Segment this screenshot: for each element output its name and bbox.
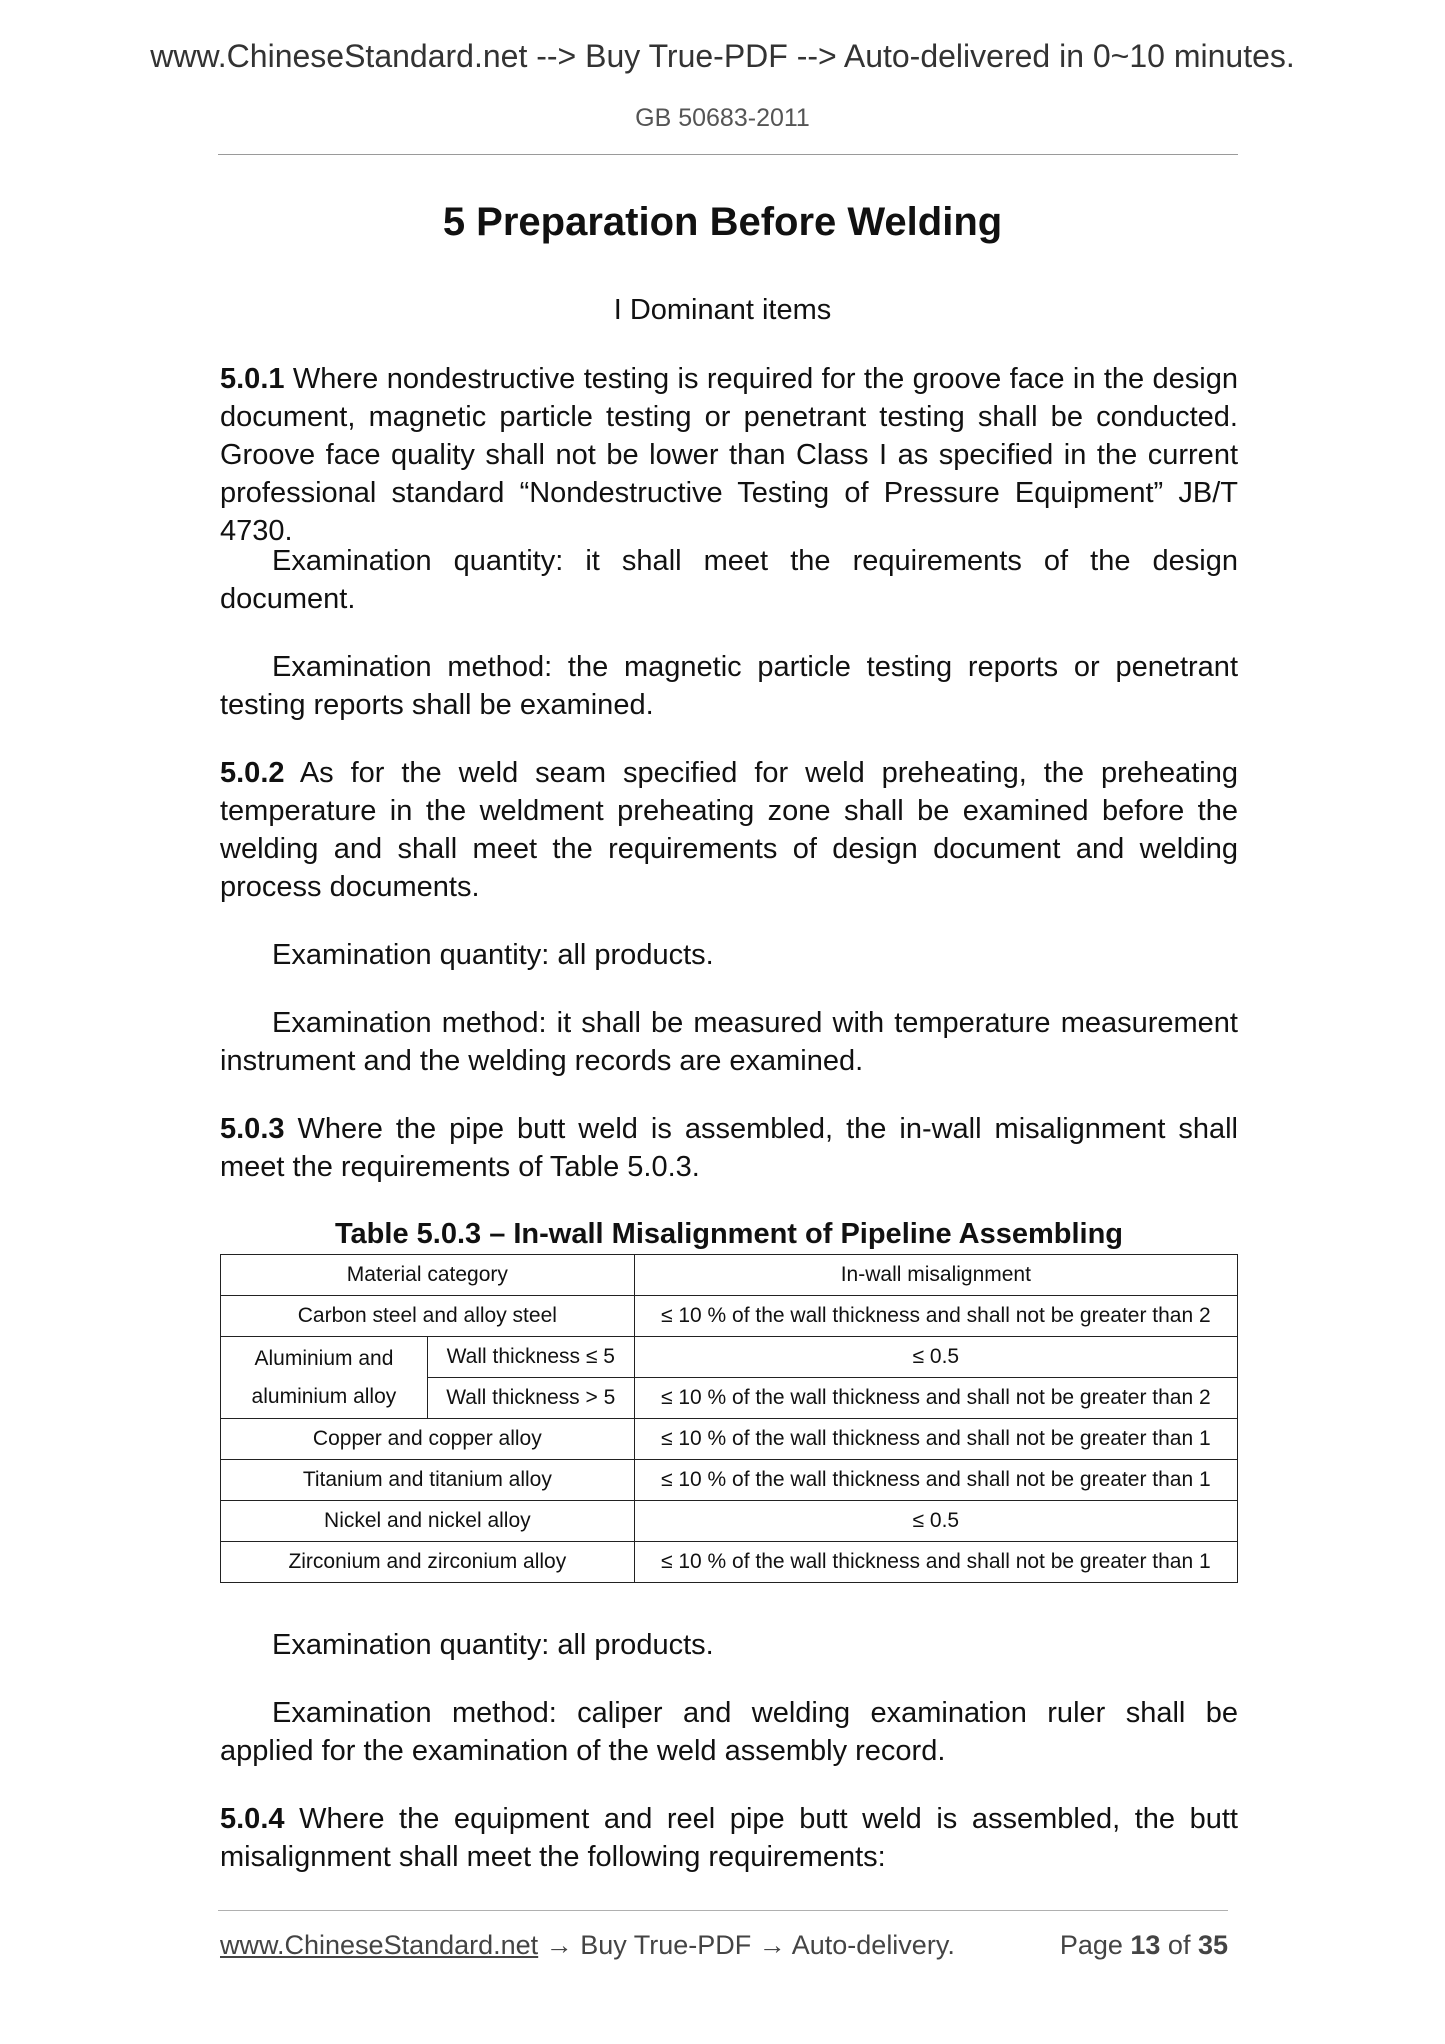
clause-number: 5.0.4 <box>220 1803 285 1835</box>
table-title: Table 5.0.3 – In-wall Misalignment of Pipeline Assembling <box>334 1218 1123 1250</box>
material-cell: Carbon steel and alloy steel <box>221 1296 635 1337</box>
examination-method: Examination method: it shall be measured with temperature measurement instrument and the welding records are examined. <box>220 1007 1238 1077</box>
header-misalignment: In-wall misalignment <box>634 1255 1237 1296</box>
clause-5-0-2 <box>220 754 1238 906</box>
header-divider <box>218 154 1238 155</box>
value-cell: ≤ 10 % of the wall thickness and shall not be greater than 1 <box>634 1419 1237 1460</box>
material-cell: Titanium and titanium alloy <box>221 1460 635 1501</box>
footer-divider <box>218 1910 1228 1911</box>
material-cell: Aluminium and aluminium alloy <box>221 1337 428 1419</box>
clause-5-0-2-method <box>220 1004 1238 1080</box>
table-row <box>221 1460 1238 1501</box>
examination-quantity: Examination quantity: it shall meet the requirements of the design document. <box>220 545 1238 615</box>
clause-text: Where the pipe butt weld is assembled, the in-wall misalignment shall meet the requirements of Table 5.0.3. <box>220 1113 1238 1183</box>
page-footer <box>220 1930 1228 1961</box>
clause-5-0-3 <box>220 1110 1238 1186</box>
table-row <box>221 1501 1238 1542</box>
examination-quantity: Examination quantity: all products. <box>272 1629 714 1661</box>
clause-number: 5.0.3 <box>220 1113 285 1145</box>
table-row <box>221 1337 1238 1378</box>
table-header-row <box>221 1255 1238 1296</box>
examination-method: Examination method: caliper and welding examination ruler shall be applied for the examination of the weld assembly record. <box>220 1697 1238 1767</box>
clause-number: 5.0.2 <box>220 757 285 789</box>
total-pages: 35 <box>1197 1930 1228 1960</box>
document-id: GB 50683-2011 <box>635 104 810 132</box>
footer-text: → Buy True-PDF → Auto-delivery. <box>538 1930 955 1960</box>
table-row <box>221 1419 1238 1460</box>
material-cell: Copper and copper alloy <box>221 1419 635 1460</box>
of-label: of <box>1160 1930 1198 1960</box>
table-row <box>221 1542 1238 1583</box>
clause-5-0-4 <box>220 1800 1238 1876</box>
examination-method: Examination method: the magnetic particle testing reports or penetrant testing reports shall be examined. <box>220 651 1238 721</box>
table-row <box>221 1296 1238 1337</box>
value-cell: ≤ 10 % of the wall thickness and shall not be greater than 2 <box>634 1296 1237 1337</box>
value-cell: ≤ 0.5 <box>634 1501 1237 1542</box>
value-cell: ≤ 0.5 <box>634 1337 1237 1378</box>
clause-text: As for the weld seam specified for weld preheating, the preheating temperature in the weldment preheating zone shall be examined before the welding and shall meet the requirements of design document and welding process documents. <box>220 757 1238 903</box>
examination-quantity: Examination quantity: all products. <box>272 939 714 971</box>
clause-text: Where nondestructive testing is required for the groove face in the design document, magnetic particle testing or penetrant testing shall be conducted. Groove face quality shall not be lower than Class I as specified in the current professional standard “Nondestructive Testing of Pressure Equipment” JB/T 4730. <box>220 363 1238 547</box>
clause-5-0-1-method <box>220 648 1238 724</box>
page-number: 13 <box>1130 1930 1161 1960</box>
clause-5-0-3-method <box>220 1694 1238 1770</box>
clause-5-0-3-quantity <box>220 1626 1238 1664</box>
clause-5-0-1-quantity <box>220 542 1238 618</box>
value-cell: ≤ 10 % of the wall thickness and shall not be greater than 1 <box>634 1542 1237 1583</box>
misalignment-table <box>220 1254 1238 1583</box>
clause-number: 5.0.1 <box>220 363 285 395</box>
section-title: 5 Preparation Before Welding <box>442 200 1003 244</box>
clause-5-0-2-quantity <box>220 936 1238 974</box>
footer-link[interactable]: www.ChineseStandard.net <box>220 1930 539 1960</box>
material-cell: Zirconium and zirconium alloy <box>221 1542 635 1583</box>
page-indicator <box>1060 1930 1228 1961</box>
subcategory-cell: Wall thickness ≤ 5 <box>427 1337 634 1378</box>
section-subtitle: I Dominant items <box>613 294 832 326</box>
material-cell: Nickel and nickel alloy <box>221 1501 635 1542</box>
top-banner: www.ChineseStandard.net --> Buy True-PDF --> Auto-delivered in 0~10 minutes. <box>150 38 1295 74</box>
clause-5-0-1 <box>220 360 1238 550</box>
subcategory-cell: Wall thickness > 5 <box>427 1378 634 1419</box>
clause-text: Where the equipment and reel pipe butt weld is assembled, the butt misalignment shall meet the following requirements: <box>220 1803 1238 1873</box>
page-label: Page <box>1059 1930 1131 1960</box>
value-cell: ≤ 10 % of the wall thickness and shall not be greater than 2 <box>634 1378 1237 1419</box>
value-cell: ≤ 10 % of the wall thickness and shall not be greater than 1 <box>634 1460 1237 1501</box>
header-material: Material category <box>221 1255 635 1296</box>
